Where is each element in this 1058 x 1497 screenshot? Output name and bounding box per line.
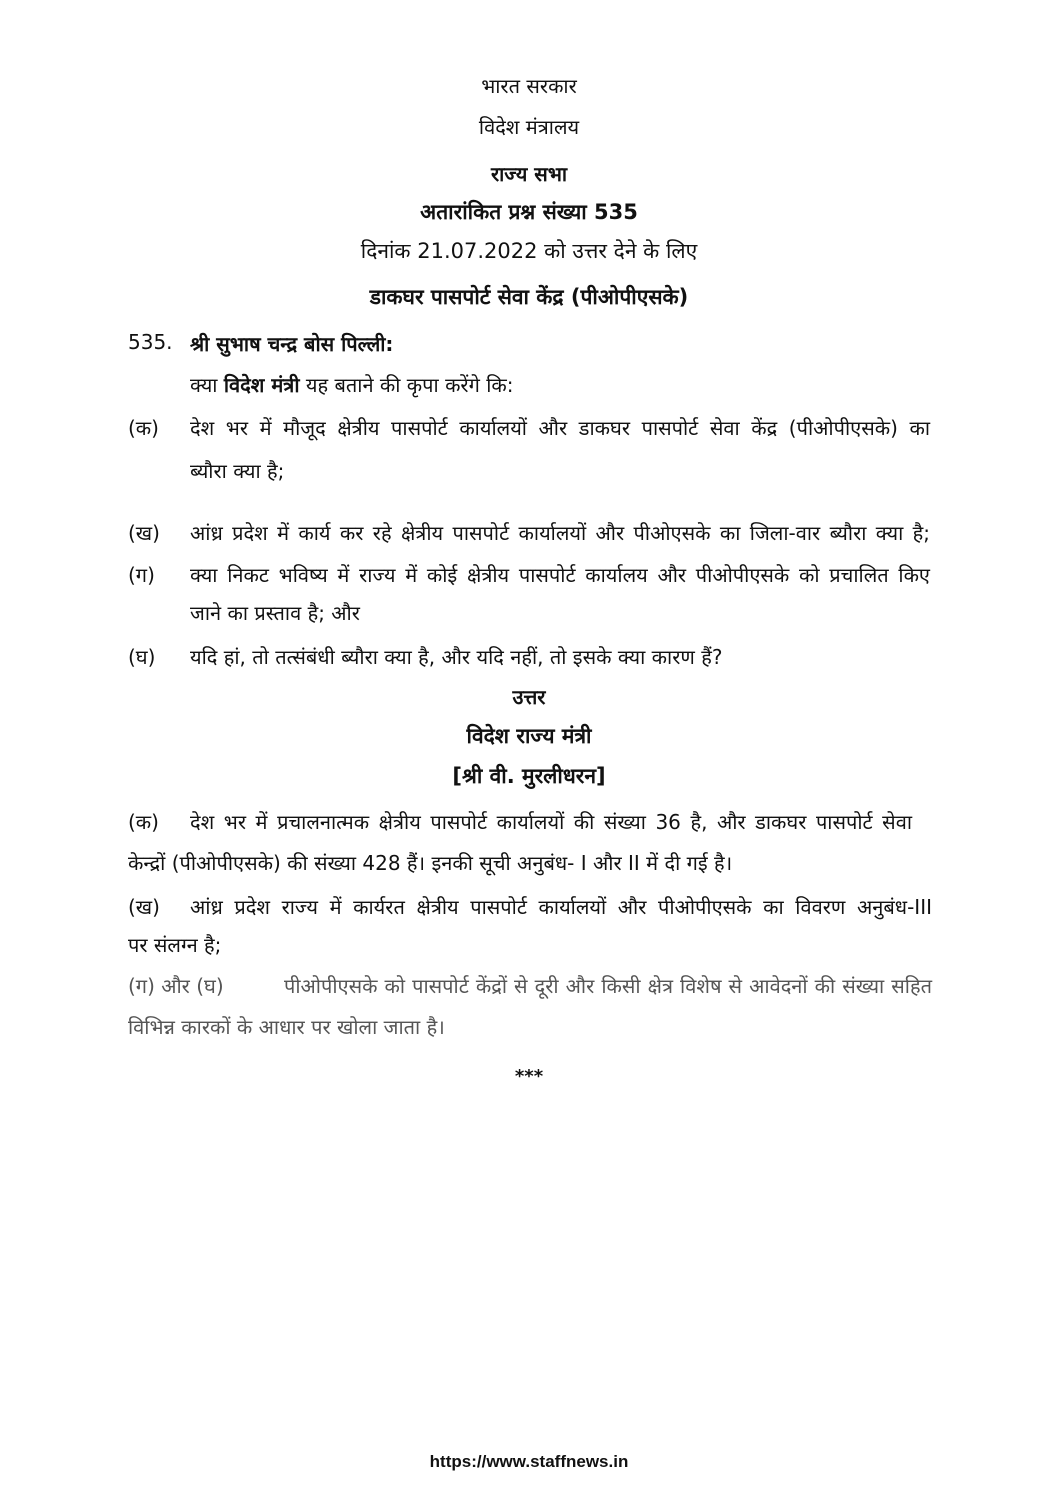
answer-part-b-line1: आंध्र प्रदेश राज्य में कार्यरत क्षेत्रीय पासपोर्ट कार्यालयों और पीओपीएसके का विवरण अनुबंध-III (190, 895, 932, 919)
question-intro-prefix: क्या (190, 373, 218, 397)
govt-name: भारत सरकार (481, 74, 577, 98)
question-part-a-label: (क) (128, 416, 159, 440)
question-part-a-line2: ब्यौरा क्या है; (190, 459, 285, 483)
answer-date-line: दिनांक 21.07.2022 को उत्तर देने के लिए (360, 239, 698, 263)
house-name: राज्य सभा (490, 162, 568, 186)
question-intro (190, 371, 514, 398)
question-part-b-line1: आंध्र प्रदेश में कार्य कर रहे क्षेत्रीय पासपोर्ट कार्यालयों और पीओएसके का जिला-वार ब्यौरा क्या है; (190, 521, 930, 545)
answer-part-cd-label: (ग) और (घ) (128, 974, 224, 998)
answer-part-b-label: (ख) (128, 895, 160, 919)
question-number-heading: अतारांकित प्रश्न संख्या 535 (420, 200, 638, 224)
end-mark: *** (514, 1066, 544, 1087)
question-part-c-label: (ग) (128, 563, 155, 587)
question-intro-suffix: यह बताने की कृपा करेंगे कि: (305, 373, 514, 397)
question-part-c-line2: जाने का प्रस्ताव है; और (190, 601, 360, 625)
answer-part-a-line1: देश भर में प्रचालनात्मक क्षेत्रीय पासपोर्ट कार्यालयों की संख्या 36 है, और डाकघर पासपोर्ट सेवा (190, 810, 912, 834)
minister-name: [श्री वी. मुरलीधरन] (452, 764, 606, 788)
question-number: 535. (128, 330, 173, 354)
question-part-b-label: (ख) (128, 521, 160, 545)
question-asker: श्री सुभाष चन्द्र बोस पिल्ली: (190, 332, 394, 356)
subject-heading: डाकघर पासपोर्ट सेवा केंद्र (पीओपीएसके) (369, 285, 689, 309)
answer-part-b-line2: पर संलग्न है; (128, 933, 222, 957)
answer-part-a-label: (क) (128, 810, 159, 834)
footer-url: https://www.staffnews.in (429, 1452, 629, 1471)
question-part-c-line1: क्या निकट भविष्य में राज्य में कोई क्षेत्रीय पासपोर्ट कार्यालय और पीओपीएसके को प्रचालित किए (190, 563, 930, 587)
question-intro-minister: विदेश मंत्री (223, 373, 300, 397)
ministry-name: विदेश मंत्रालय (478, 115, 580, 139)
answer-part-cd-line2: विभिन्न कारकों के आधार पर खोला जाता है। (128, 1015, 445, 1039)
question-part-d-line1: यदि हां, तो तत्संबंधी ब्यौरा क्या है, और यदि नहीं, तो इसके क्या कारण हैं? (190, 645, 723, 669)
answer-part-a-line2: केन्द्रों (पीओपीएसके) की संख्या 428 हैं। इनकी सूची अनुबंध- I और II में दी गई है। (128, 851, 733, 875)
question-part-d-label: (घ) (128, 645, 156, 669)
answer-heading: उत्तर (512, 685, 546, 709)
answer-part-cd-line1: पीओपीएसके को पासपोर्ट केंद्रों से दूरी और किसी क्षेत्र विशेष से आवेदनों की संख्या सहित (284, 974, 932, 998)
minister-title: विदेश राज्य मंत्री (466, 724, 592, 748)
question-part-a-line1: देश भर में मौजूद क्षेत्रीय पासपोर्ट कार्यालयों और डाकघर पासपोर्ट सेवा केंद्र (पीओपीएसके) का (190, 416, 930, 440)
